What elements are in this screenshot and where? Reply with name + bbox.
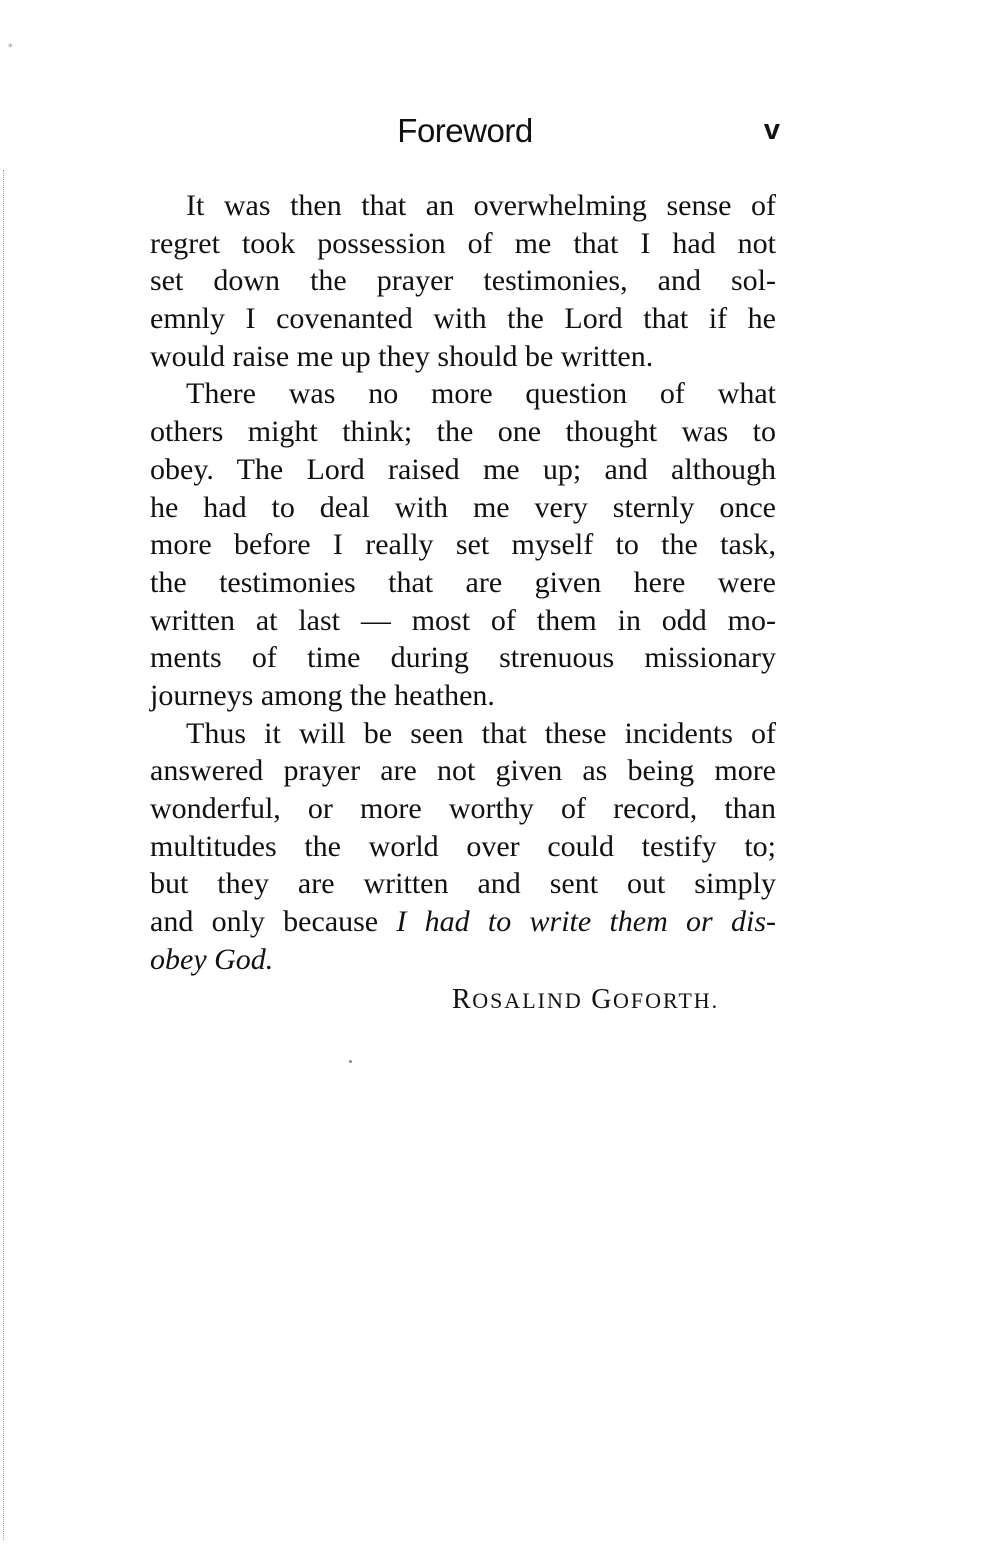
page-number: v (763, 114, 780, 146)
paragraph-2-line-9: journeys among the heathen. (150, 678, 495, 712)
body-text (150, 187, 776, 978)
paragraph-3-line-4: multitudes the world over could testify to; (150, 829, 776, 863)
signature-last-rest: OFORTH. (612, 988, 720, 1013)
signature-first-rest: OSALIND (472, 988, 583, 1013)
paragraph-2-line-8: ments of time during strenuous missionary (150, 641, 776, 675)
paragraph-1-line-4: emnly I covenanted with the Lord that if he (150, 302, 776, 336)
paragraph-2-line-5: more before I really set myself to the task, (150, 528, 776, 562)
running-title: Foreword (397, 112, 533, 149)
paragraph-3-line-6 (150, 903, 776, 941)
paragraph-3-line-6-plain: and only because (150, 905, 397, 939)
paragraph-3-line-5: but they are written and sent out simply (150, 867, 776, 901)
signature-last-initial: G (591, 984, 613, 1015)
scan-mark (349, 1060, 352, 1063)
paragraph-2-line-1: There was no more question of what (186, 377, 776, 411)
paragraph-2-line-2: others might think; the one thought was to (150, 415, 776, 449)
paragraph-3-line-1: Thus it will be seen that these incidents of (186, 716, 776, 750)
paragraph-2-line-3: obey. The Lord raised me up; and although (150, 452, 776, 486)
paragraph-1-line-3: set down the prayer testimonies, and sol- (150, 264, 776, 298)
paragraph-2-line-6: the testimonies that are given here were (150, 565, 776, 599)
author-signature (452, 984, 719, 1016)
paragraph-1-line-2: regret took possession of me that I had not (150, 226, 776, 260)
paragraph-1-line-5: would raise me up they should be written. (150, 339, 654, 373)
paragraph-2-line-7: written at last — most of them in odd mo- (150, 603, 776, 637)
signature-first-initial: R (452, 984, 473, 1015)
paragraph-3-line-3: wonderful, or more worthy of record, than (150, 792, 776, 825)
paragraph-1-line-1: It was then that an overwhelming sense of (186, 189, 776, 222)
scan-speck: ⁎ (8, 39, 13, 49)
paragraph-3-line-7: obey God. (150, 942, 274, 976)
paragraph-3-line-2: answered prayer are not given as being more (150, 754, 776, 788)
running-header (150, 112, 780, 156)
page-edge-shadow (3, 170, 6, 1540)
paragraph-3-line-6-italic: I had to write them or dis- (396, 905, 776, 939)
paragraph-2-line-4: he had to deal with me very sternly once (150, 490, 776, 524)
